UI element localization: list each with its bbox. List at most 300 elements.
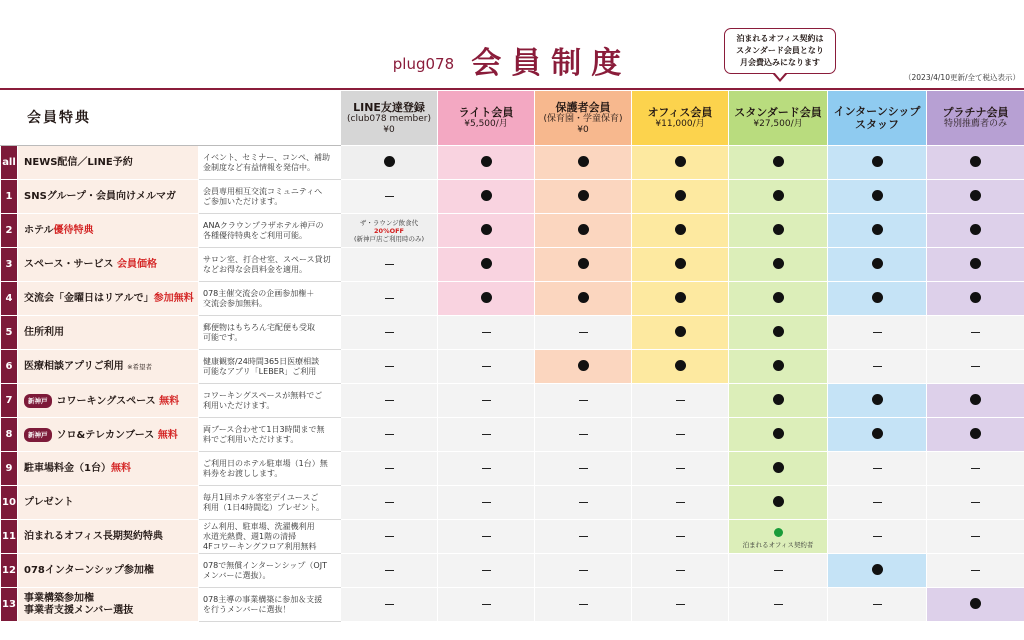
description-line: 利用いただけます。 <box>203 400 275 410</box>
plan-price: スタッフ <box>855 118 900 131</box>
callout-tail-inner <box>774 72 786 79</box>
not-included-dash-icon <box>676 536 685 538</box>
included-dot-icon <box>773 496 784 507</box>
cell-office <box>632 350 729 384</box>
not-included-dash-icon <box>676 502 685 504</box>
cell-guard <box>535 214 632 248</box>
benefit-name-part: 事業構築参加権 <box>24 592 94 604</box>
table-row <box>1 316 1024 350</box>
cell-line <box>341 146 438 180</box>
description-line: 会員専用相互交流コミュニティへ <box>203 186 323 196</box>
table-row <box>1 486 1024 520</box>
cell-lite <box>438 520 535 554</box>
included-dot-icon <box>578 224 589 235</box>
cell-plat <box>927 418 1024 452</box>
description-line: などお得な会員料金を適用。 <box>203 264 307 274</box>
cell-note-line: (新神戸店ご利用時のみ) <box>353 234 425 243</box>
description-line: 健康観察/24時間365日医療相談 <box>203 356 320 366</box>
cell-line <box>341 214 438 248</box>
cell-std <box>729 418 828 452</box>
cell-guard <box>535 588 632 622</box>
included-dot-icon <box>773 190 784 201</box>
benefit-name-part: NEWS配信／LINE予約 <box>24 156 133 168</box>
not-included-dash-icon <box>482 468 491 470</box>
benefit-name-part: 優待特典 <box>53 224 94 236</box>
brand-label: plug078 <box>392 55 455 73</box>
description-line: イベント、セミナー、コンペ、補助 <box>203 152 330 162</box>
included-dot-icon <box>773 462 784 473</box>
not-included-dash-icon <box>971 570 980 572</box>
not-included-dash-icon <box>971 366 980 368</box>
benefit-name <box>18 248 199 282</box>
not-included-dash-icon <box>873 366 882 368</box>
cell-guard <box>535 146 632 180</box>
cell-lite <box>438 214 535 248</box>
cell-std <box>729 180 828 214</box>
cell-intern <box>828 180 927 214</box>
plan-price: ¥0 <box>383 124 395 135</box>
callout-line: 泊まれるオフィス契約は <box>736 34 824 43</box>
table-row <box>1 350 1024 384</box>
benefit-description <box>199 248 341 282</box>
description-line: ANAクラウンプラザホテル神戸の <box>203 220 324 230</box>
not-included-dash-icon <box>482 604 491 606</box>
cell-plat <box>927 554 1024 588</box>
updated-note: （2023/4/10更新/全て税込表示） <box>904 73 1020 82</box>
included-dot-icon <box>675 360 686 371</box>
row-number: 3 <box>1 248 18 282</box>
included-dot-icon <box>481 258 492 269</box>
not-included-dash-icon <box>385 502 394 504</box>
benefit-name <box>18 520 199 554</box>
plan-sub: (club078 member) <box>347 113 431 124</box>
callout-line: 月会費込みになります <box>740 58 820 67</box>
table-row <box>1 146 1024 180</box>
included-dot-icon <box>773 156 784 167</box>
included-dot-icon <box>970 224 981 235</box>
cell-std <box>729 588 828 622</box>
benefit-name-part: ※希望者 <box>127 362 153 371</box>
cell-intern <box>828 350 927 384</box>
discount-text: 20%OFF <box>374 226 404 235</box>
included-dot-icon <box>970 190 981 201</box>
description-line: 料でご利用いただけます。 <box>203 434 299 444</box>
row-number: 13 <box>1 588 18 622</box>
plan-header-line <box>341 91 438 146</box>
cell-line <box>341 384 438 418</box>
row-number: 12 <box>1 554 18 588</box>
not-included-dash-icon <box>676 604 685 606</box>
cell-guard <box>535 418 632 452</box>
description-line: サロン室、打合せ室、スペース貸切 <box>203 254 331 264</box>
not-included-dash-icon <box>873 536 882 538</box>
cell-lite <box>438 282 535 316</box>
cell-intern <box>828 248 927 282</box>
row-number: 10 <box>1 486 18 520</box>
plan-sub: (保育園・学童保育) <box>543 113 623 124</box>
not-included-dash-icon <box>385 332 394 334</box>
cell-plat <box>927 248 1024 282</box>
included-dot-icon <box>675 224 686 235</box>
plan-name: 保護者会員 <box>555 100 611 114</box>
cell-lite <box>438 316 535 350</box>
cell-plat <box>927 214 1024 248</box>
description-line: 金制度など有益情報を発信中。 <box>203 162 315 172</box>
table-header-row <box>1 91 1024 146</box>
cell-plat <box>927 520 1024 554</box>
cell-intern <box>828 486 927 520</box>
description-line: 郵便物はもちろん宅配便も受取 <box>203 322 315 332</box>
not-included-dash-icon <box>385 196 394 198</box>
table-row <box>1 248 1024 282</box>
cell-std <box>729 282 828 316</box>
benefit-description <box>199 418 341 452</box>
not-included-dash-icon <box>873 604 882 606</box>
benefit-name <box>18 452 199 486</box>
not-included-dash-icon <box>385 570 394 572</box>
included-dot-icon <box>970 394 981 405</box>
benefit-description <box>199 180 341 214</box>
description-line: 交流会参加無料。 <box>203 298 267 308</box>
cell-office <box>632 384 729 418</box>
plan-price: ¥0 <box>577 124 589 135</box>
row-number: 11 <box>1 520 18 554</box>
cell-intern <box>828 554 927 588</box>
benefit-name-part: 交流会「金曜日はリアルで」 <box>24 292 154 304</box>
included-dot-icon <box>578 258 589 269</box>
description-line: ジム利用、駐車場、洗濯機利用 <box>203 521 315 531</box>
description-line: ご利用日のホテル駐車場（1台）無 <box>203 458 328 468</box>
not-included-dash-icon <box>482 434 491 436</box>
benefit-name <box>18 146 199 180</box>
not-included-dash-icon <box>579 570 588 572</box>
table-row <box>1 554 1024 588</box>
description-line: メンバーに選抜）。 <box>203 570 271 580</box>
cell-plat <box>927 180 1024 214</box>
included-dot-icon <box>970 598 981 609</box>
cell-line <box>341 452 438 486</box>
included-dot-icon <box>872 224 883 235</box>
included-dot-icon <box>773 394 784 405</box>
not-included-dash-icon <box>676 468 685 470</box>
benefit-description <box>199 214 341 248</box>
cell-std <box>729 350 828 384</box>
included-dot-icon <box>872 156 883 167</box>
description-line: 料券をお渡しします。 <box>203 468 283 478</box>
table-body <box>1 146 1024 622</box>
cell-guard <box>535 520 632 554</box>
not-included-dash-icon <box>579 468 588 470</box>
not-included-dash-icon <box>385 536 394 538</box>
plan-name: オフィス会員 <box>647 106 713 119</box>
included-dot-icon <box>872 564 883 575</box>
cell-line <box>341 350 438 384</box>
included-dot-icon <box>773 360 784 371</box>
not-included-dash-icon <box>385 298 394 300</box>
cell-guard <box>535 452 632 486</box>
row-number: 8 <box>1 418 18 452</box>
included-dot-icon <box>872 292 883 303</box>
cell-guard <box>535 554 632 588</box>
cell-office <box>632 588 729 622</box>
row-number: 9 <box>1 452 18 486</box>
cell-plat <box>927 452 1024 486</box>
cell-lite <box>438 452 535 486</box>
cell-guard <box>535 350 632 384</box>
not-included-dash-icon <box>482 366 491 368</box>
cell-intern <box>828 418 927 452</box>
cell-office <box>632 554 729 588</box>
description-line: 毎月1回ホテル客室デイユースご <box>203 492 319 502</box>
cell-line <box>341 180 438 214</box>
cell-lite <box>438 588 535 622</box>
not-included-dash-icon <box>676 434 685 436</box>
benefit-description <box>199 486 341 520</box>
cell-lite <box>438 486 535 520</box>
cell-office <box>632 486 729 520</box>
benefit-name-part: 住所利用 <box>24 326 64 338</box>
row-number: 7 <box>1 384 18 418</box>
included-dot-icon <box>481 190 492 201</box>
benefit-name-part: 無料 <box>159 395 180 407</box>
description-line: 利用（1日4時間迄）プレゼント。 <box>203 502 325 512</box>
conditional-note: 泊まれるオフィス契約者 <box>742 540 814 549</box>
benefit-description <box>199 554 341 588</box>
cell-lite <box>438 350 535 384</box>
cell-guard <box>535 180 632 214</box>
plan-name: インターンシップ <box>833 105 921 118</box>
benefit-description <box>199 316 341 350</box>
plan-header-guardian <box>535 91 632 146</box>
table-row <box>1 384 1024 418</box>
not-included-dash-icon <box>676 570 685 572</box>
benefit-name-part: 無料 <box>157 429 178 441</box>
cell-plat <box>927 146 1024 180</box>
not-included-dash-icon <box>385 434 394 436</box>
benefit-name <box>18 282 199 316</box>
location-badge: 新神戸 <box>24 394 52 408</box>
table-row <box>1 418 1024 452</box>
benefit-name-part: 078インターンシップ参加権 <box>24 564 154 576</box>
benefit-header: 会員特典 <box>1 91 341 146</box>
benefit-name-part: ホテル <box>24 224 54 236</box>
not-included-dash-icon <box>482 332 491 334</box>
cell-office <box>632 180 729 214</box>
benefit-name <box>18 588 199 622</box>
row-number: 1 <box>1 180 18 214</box>
benefit-name-part: プレゼント <box>24 496 74 508</box>
cell-line <box>341 418 438 452</box>
location-badge: 新神戸 <box>24 428 52 442</box>
included-dot-icon <box>481 224 492 235</box>
cell-note-line: ザ・ラウンジ飲食代 <box>359 218 419 227</box>
description-line: 可能なアプリ「LEBER」ご利用 <box>203 366 317 376</box>
cell-plat <box>927 486 1024 520</box>
cell-line <box>341 316 438 350</box>
cell-intern <box>828 214 927 248</box>
row-number: 2 <box>1 214 18 248</box>
not-included-dash-icon <box>873 502 882 504</box>
included-dot-icon <box>481 292 492 303</box>
description-line: 078主導の事業構築に参加＆支援 <box>203 594 323 604</box>
included-dot-icon <box>578 190 589 201</box>
benefit-name-part: 駐車場料金（1台） <box>24 462 111 474</box>
cell-lite <box>438 418 535 452</box>
description-line: コワーキングスペースが無料でご <box>203 390 323 400</box>
included-dot-icon <box>773 326 784 337</box>
included-dot-icon <box>675 190 686 201</box>
included-dot-icon <box>773 292 784 303</box>
cell-line <box>341 554 438 588</box>
not-included-dash-icon <box>971 468 980 470</box>
included-dot-icon <box>675 326 686 337</box>
description-line: ご参加いただけます。 <box>203 196 283 206</box>
description-line: 両ブース合わせて1日3時間まで無 <box>203 424 325 434</box>
included-dot-icon <box>872 428 883 439</box>
not-included-dash-icon <box>385 366 394 368</box>
callout-line: スタンダード会員となり <box>736 46 824 55</box>
row-number: 4 <box>1 282 18 316</box>
table-row <box>1 452 1024 486</box>
cell-intern <box>828 384 927 418</box>
cell-guard <box>535 282 632 316</box>
benefit-name <box>18 316 199 350</box>
plan-price: ¥11,000/月 <box>655 119 705 129</box>
plan-header-intern <box>828 91 927 146</box>
cell-intern <box>828 146 927 180</box>
plan-price: ¥27,500/月 <box>753 119 803 129</box>
row-number: 5 <box>1 316 18 350</box>
benefit-name <box>18 384 199 418</box>
table-row <box>1 180 1024 214</box>
benefit-name-part: 無料 <box>110 462 131 474</box>
cell-intern <box>828 452 927 486</box>
not-included-dash-icon <box>579 536 588 538</box>
included-dot-icon <box>578 156 589 167</box>
cell-office <box>632 520 729 554</box>
not-included-dash-icon <box>579 604 588 606</box>
not-included-dash-icon <box>873 468 882 470</box>
cell-line <box>341 248 438 282</box>
not-included-dash-icon <box>385 264 394 266</box>
page-title: 会員制度 <box>471 46 632 81</box>
cell-guard <box>535 384 632 418</box>
description-line: 各種優待特典をご利用可能。 <box>203 230 307 240</box>
description-line: 水道光熱費、週1階の清掃 <box>203 531 297 541</box>
cell-std <box>729 520 828 554</box>
not-included-dash-icon <box>385 468 394 470</box>
not-included-dash-icon <box>482 502 491 504</box>
cell-intern <box>828 588 927 622</box>
included-dot-icon <box>970 292 981 303</box>
benefit-name-part: SNSグループ・会員向けメルマガ <box>24 190 176 202</box>
cell-note-line <box>341 227 437 235</box>
benefit-description <box>199 350 341 384</box>
cell-intern <box>828 520 927 554</box>
not-included-dash-icon <box>579 400 588 402</box>
conditional-dot-icon <box>774 528 783 537</box>
plan-price: ¥5,500/月 <box>464 119 508 129</box>
not-included-dash-icon <box>385 604 394 606</box>
not-included-dash-icon <box>774 570 783 572</box>
row-number: 6 <box>1 350 18 384</box>
included-dot-icon <box>872 394 883 405</box>
cell-lite <box>438 146 535 180</box>
included-dot-icon <box>578 292 589 303</box>
not-included-dash-icon <box>579 434 588 436</box>
cell-office <box>632 146 729 180</box>
not-included-dash-icon <box>385 400 394 402</box>
benefit-name-part: スペース・サービス <box>24 258 117 270</box>
cell-std <box>729 384 828 418</box>
benefit-name-part: 会員価格 <box>116 258 157 270</box>
benefit-name-part: コワーキングスペース <box>56 395 160 407</box>
cell-line <box>341 282 438 316</box>
cell-plat <box>927 384 1024 418</box>
plan-name: スタンダード会員 <box>734 106 822 119</box>
cell-guard <box>535 248 632 282</box>
not-included-dash-icon <box>579 502 588 504</box>
benefit-name-part: 参加無料 <box>153 292 194 304</box>
not-included-dash-icon <box>971 332 980 334</box>
plan-name: プラチナ会員 <box>942 106 1009 119</box>
cell-plat <box>927 316 1024 350</box>
cell-plat <box>927 588 1024 622</box>
cell-plat <box>927 350 1024 384</box>
table-row <box>1 282 1024 316</box>
cell-std <box>729 248 828 282</box>
not-included-dash-icon <box>971 502 980 504</box>
cell-guard <box>535 486 632 520</box>
description-line: 078で無償インターンシップ（OJT <box>203 560 327 570</box>
cell-office <box>632 248 729 282</box>
table-row <box>1 588 1024 622</box>
cell-std <box>729 452 828 486</box>
included-dot-icon <box>773 258 784 269</box>
cell-std <box>729 486 828 520</box>
plan-price: 特別推薦者のみ <box>944 119 1008 129</box>
benefit-name-part: 事業者支援メンバー選抜 <box>24 604 134 616</box>
cell-lite <box>438 384 535 418</box>
benefit-name <box>18 350 199 384</box>
membership-table <box>0 90 1024 622</box>
plan-name: ライト会員 <box>458 106 514 119</box>
benefit-name <box>18 554 199 588</box>
cell-lite <box>438 248 535 282</box>
cell-line <box>341 588 438 622</box>
not-included-dash-icon <box>774 604 783 606</box>
cell-intern <box>828 282 927 316</box>
not-included-dash-icon <box>482 570 491 572</box>
included-dot-icon <box>481 156 492 167</box>
benefit-name-part: ソロ&テレカンブース <box>56 429 158 441</box>
benefit-description <box>199 588 341 622</box>
cell-std <box>729 316 828 350</box>
not-included-dash-icon <box>482 536 491 538</box>
cell-office <box>632 282 729 316</box>
benefit-description <box>199 384 341 418</box>
description-line: 078主催交流会の企画参加権＋ <box>203 288 315 298</box>
not-included-dash-icon <box>676 400 685 402</box>
cell-guard <box>535 316 632 350</box>
table-row <box>1 214 1024 248</box>
cell-std <box>729 146 828 180</box>
row-number: all <box>1 146 18 180</box>
not-included-dash-icon <box>971 536 980 538</box>
included-dot-icon <box>970 428 981 439</box>
included-dot-icon <box>773 428 784 439</box>
included-dot-icon <box>872 190 883 201</box>
